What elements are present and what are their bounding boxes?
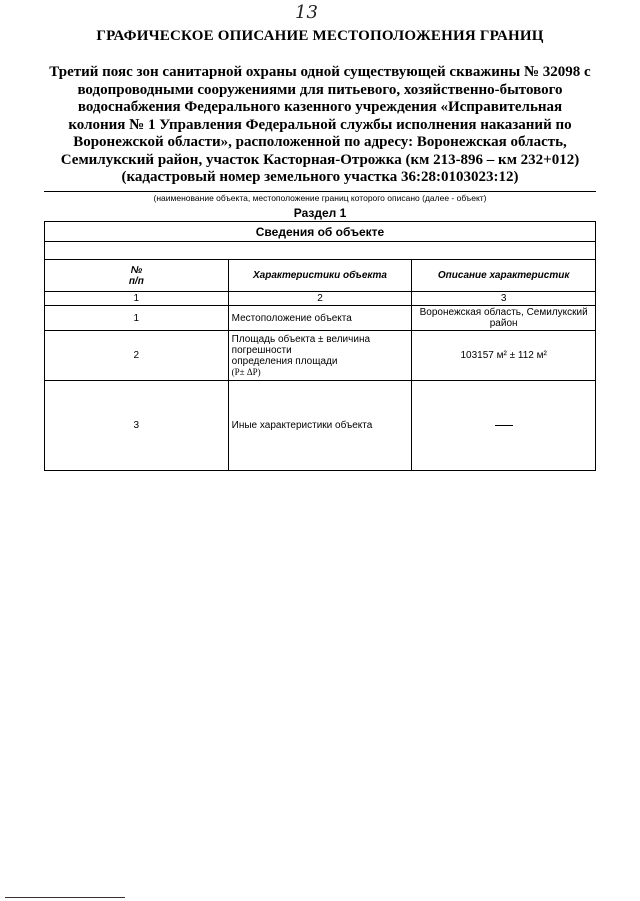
row-description: Воронежская область, Семилукский район [412, 306, 596, 331]
empty-value-dash [495, 425, 513, 426]
object-name-caption: (наименование объекта, местоположение границ которого описано (далее - объект) [153, 193, 487, 203]
header-num-line: п/п [128, 275, 144, 287]
section-label: Раздел 1 [293, 206, 347, 220]
object-name-line: водоснабжения Федерального казенного учреждения «Исправительная [77, 99, 563, 115]
index-row [45, 292, 596, 306]
table-spacer-row [45, 242, 596, 260]
object-name-line: колония № 1 Управления Федеральной службы исполнения наказаний по [68, 116, 572, 133]
row-description: 103157 м² ± 112 м² [412, 331, 596, 381]
object-name-line: Воронежской области», расположенной по адресу: Воронежская область, [73, 134, 567, 150]
table-header-row [45, 260, 596, 292]
document-title: ГРАФИЧЕСКОЕ ОПИСАНИЕ МЕСТОПОЛОЖЕНИЯ ГРАНИЦ [96, 28, 544, 44]
object-name-line: Семилукский район, участок Касторная-Отрожка (км 213-896 – км 232+012) [60, 151, 580, 168]
header-description: Описание характеристик [412, 260, 596, 292]
index-cell: 3 [412, 292, 596, 306]
table-row [45, 306, 596, 331]
row-characteristic-line: определения площади [231, 355, 338, 367]
header-characteristic: Характеристики объекта [228, 260, 412, 292]
table-title-row [45, 222, 596, 242]
row-num: 2 [45, 331, 229, 381]
table-row [45, 331, 596, 381]
footer-rule [5, 897, 125, 898]
table-row [45, 381, 596, 471]
row-characteristic: Иные характеристики объекта [228, 381, 412, 471]
object-name-line: Третий пояс зон санитарной охраны одной существующей скважины № 32098 с [49, 64, 591, 80]
row-characteristic-formula: (P± ΔP) [231, 366, 261, 377]
object-name-line: водопроводными сооружениями для питьевого, хозяйственно-бытового [77, 81, 563, 98]
header-num [45, 260, 229, 292]
header-num-line: № [130, 264, 143, 276]
object-name [40, 64, 600, 187]
table-spacer-cell [45, 242, 596, 260]
object-info-table [44, 221, 596, 471]
row-num: 1 [45, 306, 229, 331]
row-characteristic-line: Площадь объекта ± величина [231, 333, 371, 345]
row-characteristic-line: погрешности [231, 344, 292, 356]
object-name-line: (кадастровый номер земельного участка 36:28:0103023:12) [121, 169, 519, 185]
index-cell: 1 [45, 292, 229, 306]
row-characteristic [228, 331, 412, 381]
row-characteristic: Местоположение объекта [228, 306, 412, 331]
table-title: Сведения об объекте [45, 222, 596, 242]
object-name-underline [44, 191, 596, 192]
index-cell: 2 [228, 292, 412, 306]
row-num: 3 [45, 381, 229, 471]
row-description [412, 381, 596, 471]
page-number: 13 [295, 2, 318, 23]
